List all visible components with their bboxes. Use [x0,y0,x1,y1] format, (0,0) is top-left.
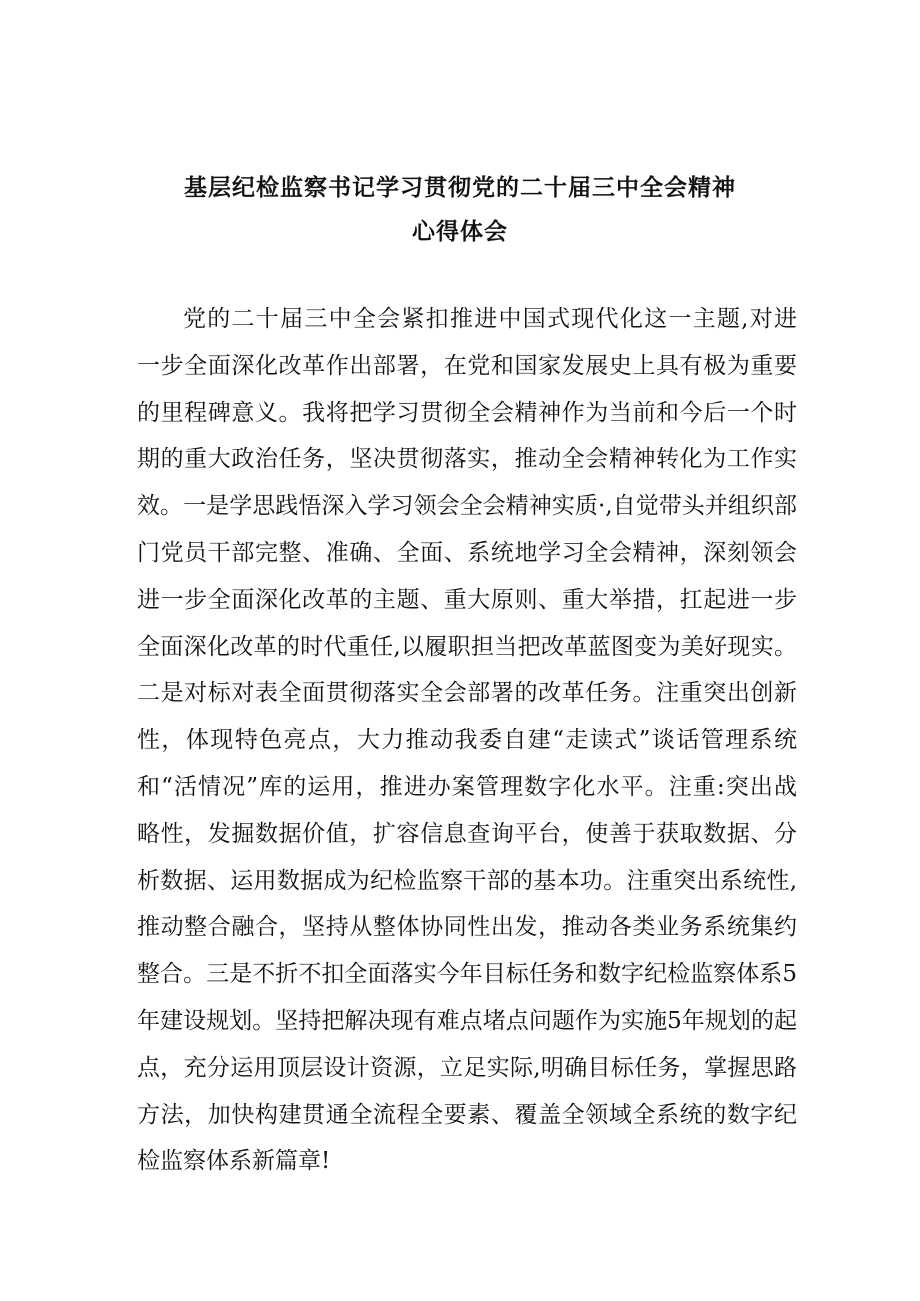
body-line: 一步全面深化改革作出部署，在党和国家发展史上具有极为重要 [137,352,797,379]
document-title [0,166,920,254]
body-line: 检监察体系新篇章! [137,1148,331,1175]
body-line: 全面深化改革的时代重任,以履职担当把改革蓝图变为美好现实。 [137,633,797,660]
body-line: 点，充分运用顶层设计资源，立足实际,明确目标任务，掌握思路 [137,1054,797,1081]
body-line: 和“活情况”库的运用，推进办案管理数字化水平。注重:突出战 [137,773,797,800]
body-line: 的里程碑意义。我将把学习贯彻全会精神作为当前和今后一个时 [137,399,797,426]
body-line: 进一步全面深化改革的主题、重大原则、重大举措，扛起进一步 [137,586,797,613]
body-line: 整合。三是不折不扣全面落实今年目标任务和数字纪检监察体系5 [137,961,797,988]
body-line: 期的重大政治任务，坚决贯彻落实，推动全会精神转化为工作实 [137,446,797,473]
body-line: 推动整合融合，坚持从整体协同性出发，推动各类业务系统集约 [137,914,797,941]
body-line: 性，体现特色亮点，大力推动我委自建“走读式”谈话管理系统 [137,727,797,754]
body-line: 党的二十届三中全会紧扣推进中国式现代化这一主题,对进 [183,306,797,332]
body-line: 略性，发掘数据价值，扩容信息查询平台，使善于获取数据、分 [137,820,797,847]
title-line-1: 基层纪检监察书记学习贯彻党的二十届三中全会精神 [184,175,736,201]
body-line: 方法，加快构建贯通全流程全要素、覆盖全领域全系统的数字纪 [137,1101,797,1128]
title-line-2: 心得体会 [412,219,508,245]
document-body [137,296,797,1185]
body-line: 析数据、运用数据成为纪检监察干部的基本功。注重突出系统性, [137,867,797,894]
body-line: 效。一是学思践悟深入学习领会全会精神实质·,自觉带头并组织部 [137,493,797,520]
body-line: 二是对标对表全面贯彻落实全会部署的改革任务。注重突出创新 [137,680,797,707]
body-line: 年建设规划。坚持把解决现有难点堵点问题作为实施5年规划的起 [137,1007,797,1034]
body-line: 门党员干部完整、准确、全面、系统地学习全会精神，深刻领会 [137,539,797,566]
